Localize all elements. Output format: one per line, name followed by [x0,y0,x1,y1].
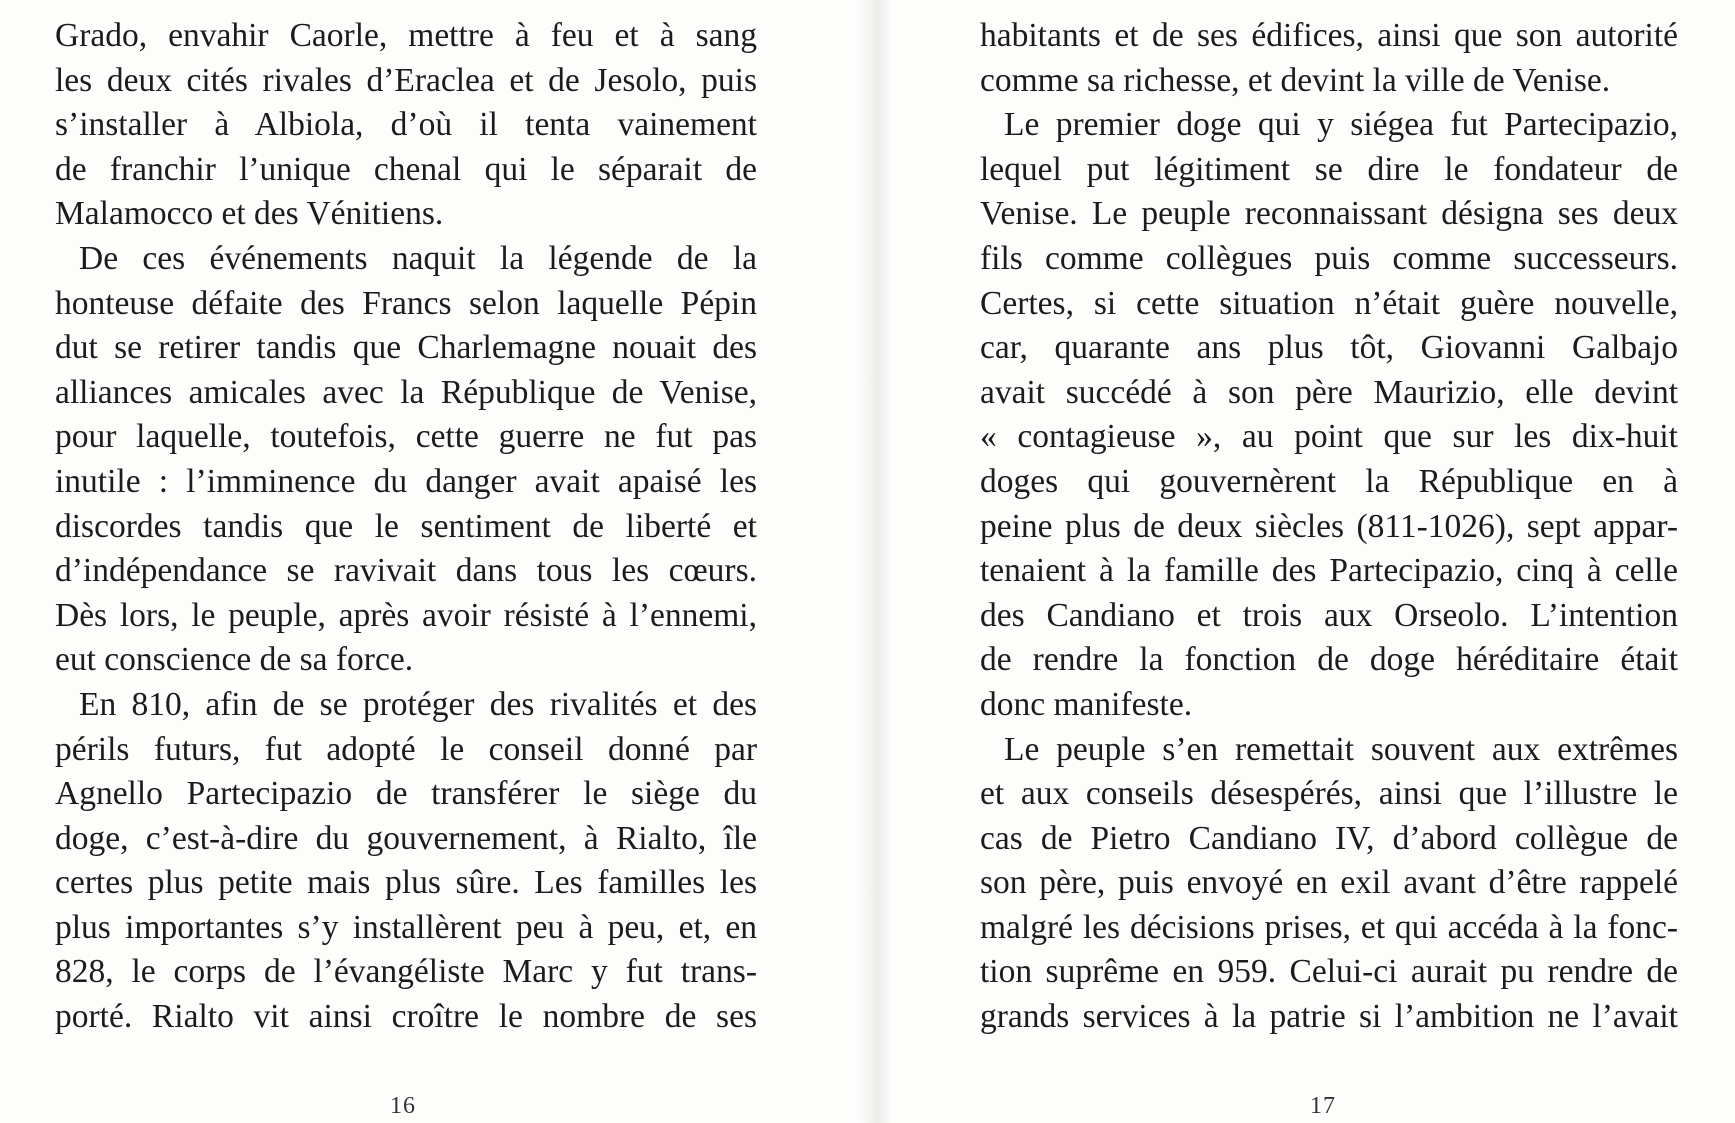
text-line: peine plus de deux siècles (811-1026), sept appar- [980,507,1678,545]
text-line: comme sa richesse, et devint la ville de Venise. [980,61,1611,99]
text-line: honteuse défaite des Francs selon laquelle Pépin [55,284,757,322]
text-line: fils comme collègues puis comme successeurs. [980,239,1678,277]
text-line: doge, c’est-à-dire du gouvernement, à Rialto, île [55,819,757,857]
text-line: Grado, envahir Caorle, mettre à feu et à sang [55,17,757,54]
text-line: Agnello Partecipazio de transférer le siège du [55,775,757,813]
text-line: doges qui gouvernèrent la République en à [980,462,1678,500]
text-line: d’indépendance se ravivait dans tous les cœurs. [55,552,757,590]
text-line: pour laquelle, toutefois, cette guerre ne fut pas [55,418,757,456]
paragraph [980,14,1678,103]
paragraph [980,103,1678,727]
text-line: cas de Pietro Candiano IV, d’abord collègue de [980,819,1678,857]
page-number-left: 16 [390,1093,416,1119]
text-line: son père, puis envoyé en exil avant d’être rappelé [980,864,1678,902]
text-line: tenaient à la famille des Partecipazio, cinq à celle [980,552,1678,590]
text-line: certes plus petite mais plus sûre. Les familles les [55,864,757,902]
text-line: plus importantes s’y installèrent peu à peu, et, en [55,908,757,946]
text-line: Malamocco et des Vénitiens. [55,195,444,233]
text-line: les deux cités rivales d’Eraclea et de Jesolo, puis [55,61,757,99]
text-line: alliances amicales avec la République de Venise, [55,373,757,411]
paragraph [980,728,1678,1040]
text-line: malgré les décisions prises, et qui accéda à la fonc- [980,908,1678,946]
text-line: « contagieuse », au point que sur les dix-huit [980,418,1678,456]
right-page [980,14,1678,1114]
paragraph [55,237,757,683]
paragraph [55,14,757,237]
text-line: habitants et de ses édifices, ainsi que son autorité [980,17,1678,54]
text-line: lequel put légitiment se dire le fondateur de [980,150,1678,188]
text-line: Venise. Le peuple reconnaissant désigna ses deux [980,195,1678,233]
text-line: En 810, afin de se protéger des rivalités et des [79,685,757,723]
text-line: de franchir l’unique chenal qui le séparait de [55,150,757,188]
text-line: Certes, si cette situation n’était guère nouvelle, [980,284,1678,322]
text-line: et aux conseils désespérés, ainsi que l’illustre le [980,775,1678,813]
text-line: donc manifeste. [980,685,1193,723]
paragraph [55,683,757,1040]
text-line: Le premier doge qui y siégea fut Partecipazio, [1004,106,1678,144]
left-page [55,14,757,1114]
text-line: inutile : l’imminence du danger avait apaisé les [55,462,757,500]
text-line: tion suprême en 959. Celui-ci aurait pu rendre de [980,953,1678,991]
page-number-right: 17 [1310,1093,1336,1119]
text-line: De ces événements naquit la légende de la [79,239,757,277]
text-line: eut conscience de sa force. [55,641,414,679]
text-line: dut se retirer tandis que Charlemagne nouait des [55,329,757,367]
text-line: porté. Rialto vit ainsi croître le nombre de ses [55,998,757,1036]
text-line: des Candiano et trois aux Orseolo. L’intention [980,596,1678,634]
text-line: car, quarante ans plus tôt, Giovanni Galbajo [980,329,1678,367]
text-line: 828, le corps de l’évangéliste Marc y fut trans- [55,953,757,991]
text-line: s’installer à Albiola, d’où il tenta vainement [55,106,757,144]
text-line: Dès lors, le peuple, après avoir résisté à l’ennemi, [55,596,757,634]
text-line: grands services à la patrie si l’ambition ne l’avait [980,998,1678,1036]
text-line: discordes tandis que le sentiment de liberté et [55,507,757,545]
text-line: Le peuple s’en remettait souvent aux extrêmes [1004,730,1678,768]
text-line: avait succédé à son père Maurizio, elle devint [980,373,1678,411]
book-gutter [858,0,892,1123]
text-line: de rendre la fonction de doge héréditaire était [980,641,1678,679]
text-line: périls futurs, fut adopté le conseil donné par [55,730,757,768]
